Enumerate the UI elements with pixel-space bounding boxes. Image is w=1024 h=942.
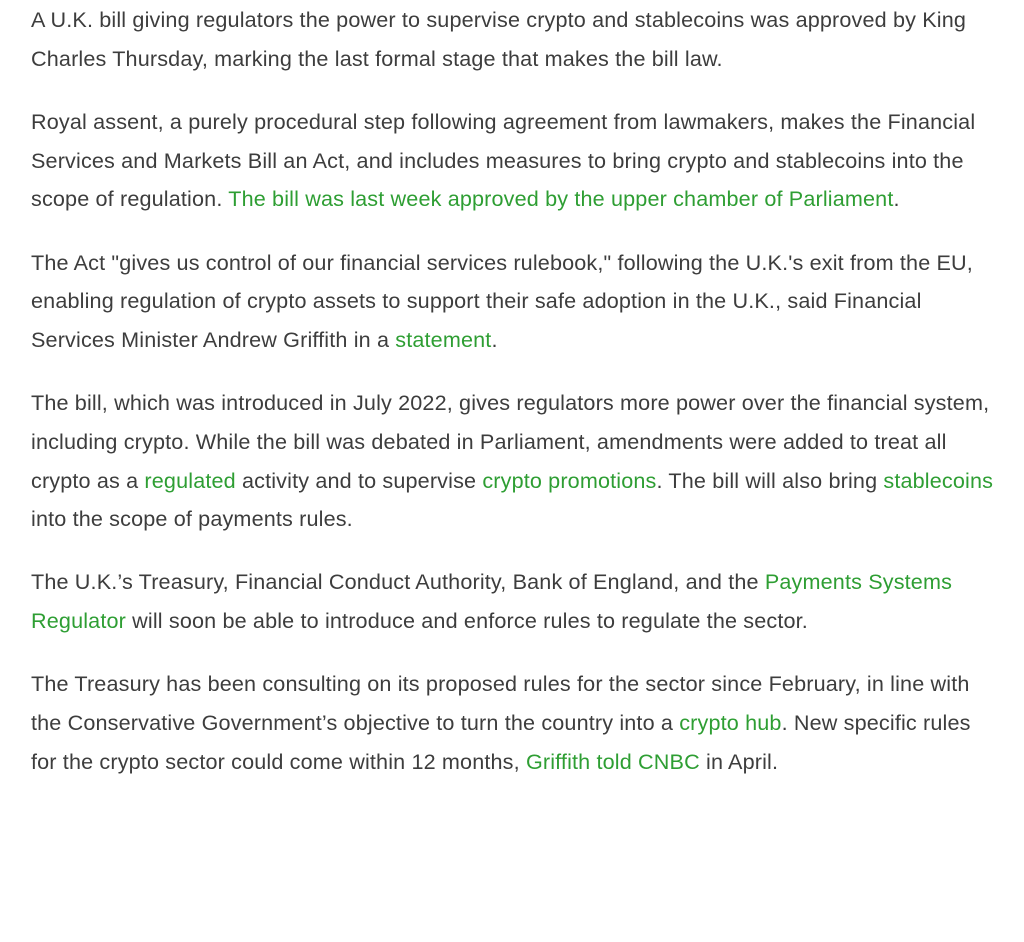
inline-link[interactable]: crypto hub (679, 710, 782, 736)
paragraph-text: The Treasury has been consulting on its proposed rules for the sector since February, in line with the Conservative Government’s objective to turn the country into a (31, 671, 970, 736)
paragraph (31, 244, 994, 360)
inline-link[interactable]: Griffith told CNBC (525, 748, 700, 774)
paragraph-text: in April. (699, 748, 779, 774)
inline-link[interactable]: crypto promotions (482, 467, 657, 493)
paragraph-text: into the scope of payments rules. (31, 506, 353, 532)
paragraph-text: The bill, which was introduced in July 2022, gives regulators more power over the financial system, including crypto. While the bill was debated in Parliament, amendments were added to treat all crypto as a (31, 390, 990, 493)
paragraph-text: The U.K.’s Treasury, Financial Conduct Authority, Bank of England, and the (31, 569, 765, 595)
paragraph-text: A U.K. bill giving regulators the power to supervise crypto and stablecoins was approved by King Charles Thursday, marking the last formal stage that makes the bill law. (31, 7, 967, 71)
inline-link[interactable]: The bill was last week approved by the upper chamber of Parliament (228, 186, 894, 212)
inline-link[interactable]: Payments Systems Regulator (31, 569, 953, 634)
paragraph (31, 563, 994, 640)
paragraph-text: . (893, 186, 900, 212)
paragraph-text: Royal assent, a purely procedural step following agreement from lawmakers, makes the Financial Services and Markets Bill an Act, and includes measures to bring crypto and stablecoins into the scope of regulation. (31, 108, 976, 212)
paragraph-text: activity and to supervise (235, 467, 483, 493)
inline-link[interactable]: regulated (144, 467, 236, 493)
paragraph (31, 384, 994, 539)
paragraph-text: . (491, 326, 498, 352)
paragraph-text: will soon be able to introduce and enforce rules to regulate the sector. (125, 608, 808, 634)
inline-link[interactable]: statement (395, 326, 492, 352)
paragraph (31, 103, 994, 219)
paragraph (31, 665, 994, 781)
paragraph-text: . New specific rules for the crypto sector could come within 12 months, (31, 710, 971, 774)
paragraph-text: . The bill will also bring (656, 467, 884, 493)
inline-link[interactable]: stablecoins (883, 467, 994, 493)
paragraph-text: The Act "gives us control of our financial services rulebook," following the U.K.'s exit from the EU, enabling regulation of crypto assets to support their safe adoption in the U.K., said Financial Services Minister Andrew Griffith in a (31, 249, 973, 352)
paragraph (31, 1, 994, 78)
